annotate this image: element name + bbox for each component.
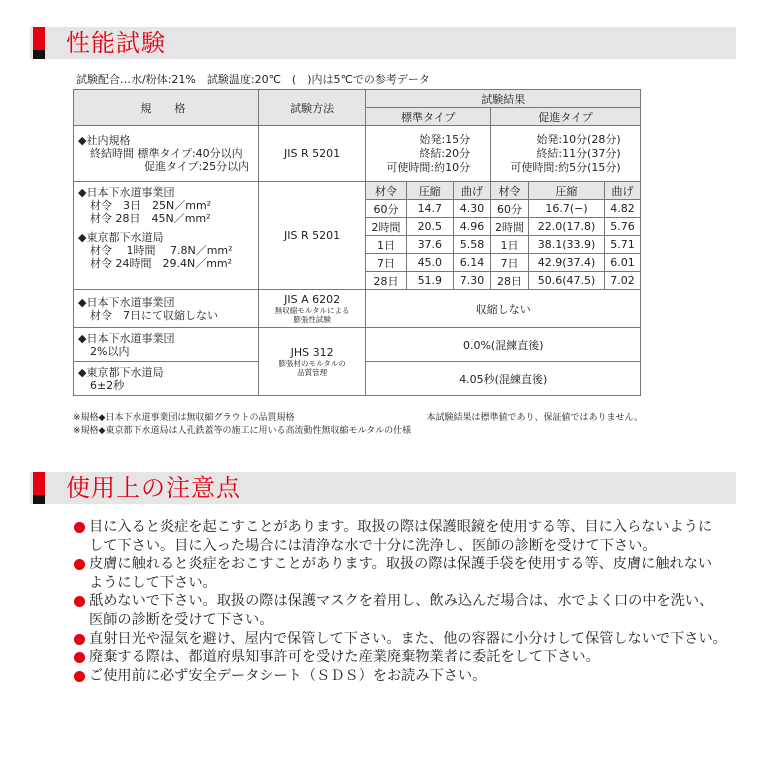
col-header: 曲げ — [454, 182, 491, 200]
caution-item — [74, 648, 744, 667]
col-header: 圧縮 — [406, 182, 454, 200]
method-note: 無収縮モルタルによる — [274, 306, 350, 315]
cell: 22.0(17.8) — [529, 218, 605, 236]
cell: 60分 — [366, 200, 406, 218]
spec-line: 終結時間 標準タイプ:40分以内 — [90, 147, 243, 160]
method-code: JIS A 6202 — [284, 293, 341, 306]
method-note: 品質管理 — [297, 368, 328, 377]
method-note: 膨張性試験 — [293, 315, 331, 324]
result-line: 終結:20分 — [419, 146, 471, 160]
cell: 2時間 — [491, 218, 529, 236]
note-disclaimer: 本試験結果は標準値であり、保証値ではありません。 — [426, 413, 643, 423]
cell: 1日 — [491, 236, 529, 254]
bullet-icon — [74, 671, 85, 682]
header-method: 試験方法 — [258, 90, 366, 126]
spec-line: 材令 7日にて収縮しない — [90, 308, 218, 322]
col-header: 材令 — [366, 182, 406, 200]
result-line: 終結:11分(37分) — [536, 146, 621, 160]
method-code: JHS 312 — [290, 346, 334, 359]
standard-setting-results — [366, 126, 491, 182]
spec-line: 6±2秒 — [90, 378, 125, 392]
caution-text: 医師の診断を受けて下さい。 — [89, 611, 274, 628]
result-line: 可使時間:約10分 — [386, 160, 471, 174]
caution-item — [74, 667, 744, 686]
cell: 16.7(−) — [529, 200, 605, 218]
spec-expansion — [74, 328, 259, 362]
spec-flow — [74, 362, 259, 396]
expansion-result: 0.0%(混練直後) — [366, 328, 641, 362]
cell: 60分 — [491, 200, 529, 218]
cell: 1日 — [366, 236, 406, 254]
cell: 50.6(47.5) — [529, 272, 605, 290]
spec-title: ◆日本下水道事業団 — [78, 331, 175, 345]
caution-text: ご使用前に必ず安全データシート（ＳＤＳ）をお読み下さい。 — [89, 667, 487, 684]
caution-text: して下さい。目に入った場合には清浄な水で十分に洗浄し、医師の診断を受けて下さい。 — [89, 537, 657, 554]
header-results: 試験結果 — [366, 90, 641, 108]
method-cell: JIS R 5201 — [258, 182, 366, 290]
cell: 37.6 — [406, 236, 454, 254]
flow-result: 4.05秒(混練直後) — [366, 362, 641, 396]
section-title: 使用上の注意点 — [66, 474, 241, 502]
cell: 42.9(37.4) — [529, 254, 605, 272]
header-accelerated: 促進タイプ — [491, 108, 641, 126]
cell: 7日 — [491, 254, 529, 272]
spec-line: 2%以内 — [90, 344, 130, 358]
header-mark-black — [33, 495, 45, 504]
cell: 6.01 — [605, 254, 641, 272]
test-condition: 試験配合…水/粉体:21% 試験温度:20℃ ( )内は5℃での参考データ — [76, 73, 430, 86]
spec-line: 材令 1時間 7.8N／mm² — [90, 244, 233, 257]
spec-title: ◆日本下水道事業団 — [78, 295, 175, 309]
spec-line: 促進タイプ:25分以内 — [144, 160, 250, 173]
cell: 5.58 — [454, 236, 491, 254]
caution-text: 舐めないで下さい。取扱の際は保護マスクを着用し、飲み込んだ場合は、水でよく口の中を洗い、 — [89, 593, 714, 610]
caution-item — [74, 630, 744, 649]
bullet-icon — [74, 559, 85, 570]
method-cell — [258, 290, 366, 328]
cell: 14.7 — [406, 200, 454, 218]
header-spec: 規 格 — [74, 90, 259, 126]
header-mark-black — [33, 50, 45, 59]
col-header: 圧縮 — [529, 182, 605, 200]
cell: 7日 — [366, 254, 406, 272]
cell: 45.0 — [406, 254, 454, 272]
bullet-icon — [74, 522, 85, 533]
spec-title: ◆日本下水道事業団 — [78, 186, 175, 199]
spec-line: 材令 24時間 29.4N／mm² — [90, 257, 233, 270]
shrinkage-result: 収縮しない — [366, 290, 641, 328]
section-title: 性能試験 — [66, 29, 166, 57]
accelerated-setting-results — [491, 126, 641, 182]
col-header: 曲げ — [605, 182, 641, 200]
cell: 4.82 — [605, 200, 641, 218]
cell: 4.96 — [454, 218, 491, 236]
caution-text: 廃棄する際は、都道府県知事許可を受けた産業廃棄物業者に委託をして下さい。 — [89, 649, 600, 666]
cell: 7.02 — [605, 272, 641, 290]
header-mark-red — [33, 472, 45, 495]
spec-line: 材令 3日 25N／mm² — [90, 199, 212, 212]
caution-item — [74, 518, 744, 555]
bullet-icon — [74, 652, 85, 663]
header-mark-red — [33, 27, 45, 50]
spec-title: ◆東京都下水道局 — [78, 365, 164, 379]
table-notes — [73, 412, 643, 438]
result-line: 始発:15分 — [419, 132, 471, 146]
note-line: ※規格◆東京都下水道局は人孔鉄蓋等の施工に用いる高流動性無収縮モルタルの仕様 — [73, 426, 412, 436]
spec-shrinkage — [74, 290, 259, 328]
result-line: 可使時間:約5分(15分) — [510, 160, 621, 174]
caution-item — [74, 555, 744, 592]
caution-text: 皮膚に触れると炎症をおこすことがあります。取扱の際は保護手袋を使用する等、皮膚に触れない — [89, 556, 713, 573]
spec-title: ◆社内規格 — [78, 134, 131, 147]
section-header-performance — [30, 27, 736, 59]
caution-list — [74, 518, 744, 685]
method-cell — [258, 328, 366, 396]
cell: 5.76 — [605, 218, 641, 236]
cell: 28日 — [491, 272, 529, 290]
method-cell: JIS R 5201 — [258, 126, 366, 182]
bullet-icon — [74, 634, 85, 645]
caution-text: 目に入ると炎症を起こすことがあります。取扱の際は保護眼鏡を使用する等、目に入らないように — [89, 519, 713, 535]
header-standard: 標準タイプ — [366, 108, 491, 126]
result-line: 始発:10分(28分) — [536, 132, 621, 146]
cell: 6.14 — [454, 254, 491, 272]
section-header-cautions — [30, 472, 736, 504]
spec-strength — [74, 182, 259, 290]
caution-item — [74, 592, 744, 629]
cell: 2時間 — [366, 218, 406, 236]
cell: 20.5 — [406, 218, 454, 236]
cell: 51.9 — [406, 272, 454, 290]
bullet-icon — [74, 596, 85, 607]
cell: 28日 — [366, 272, 406, 290]
performance-table — [73, 89, 641, 396]
caution-text: ようにして下さい。 — [89, 574, 217, 591]
spec-internal — [74, 126, 259, 182]
cell: 7.30 — [454, 272, 491, 290]
cell: 5.71 — [605, 236, 641, 254]
spec-line: 材令 28日 45N／mm² — [90, 212, 211, 225]
col-header: 材令 — [491, 182, 529, 200]
spec-title: ◆東京都下水道局 — [78, 231, 164, 244]
method-note: 膨張材のモルタルの — [278, 359, 346, 368]
cell: 38.1(33.9) — [529, 236, 605, 254]
caution-text: 直射日光や湿気を避け、屋内で保管して下さい。また、他の容器に小分けして保管しないで下さい。 — [89, 630, 727, 647]
cell: 4.30 — [454, 200, 491, 218]
note-line: ※規格◆日本下水道事業団は無収縮グラウトの品質規格 — [73, 413, 295, 423]
